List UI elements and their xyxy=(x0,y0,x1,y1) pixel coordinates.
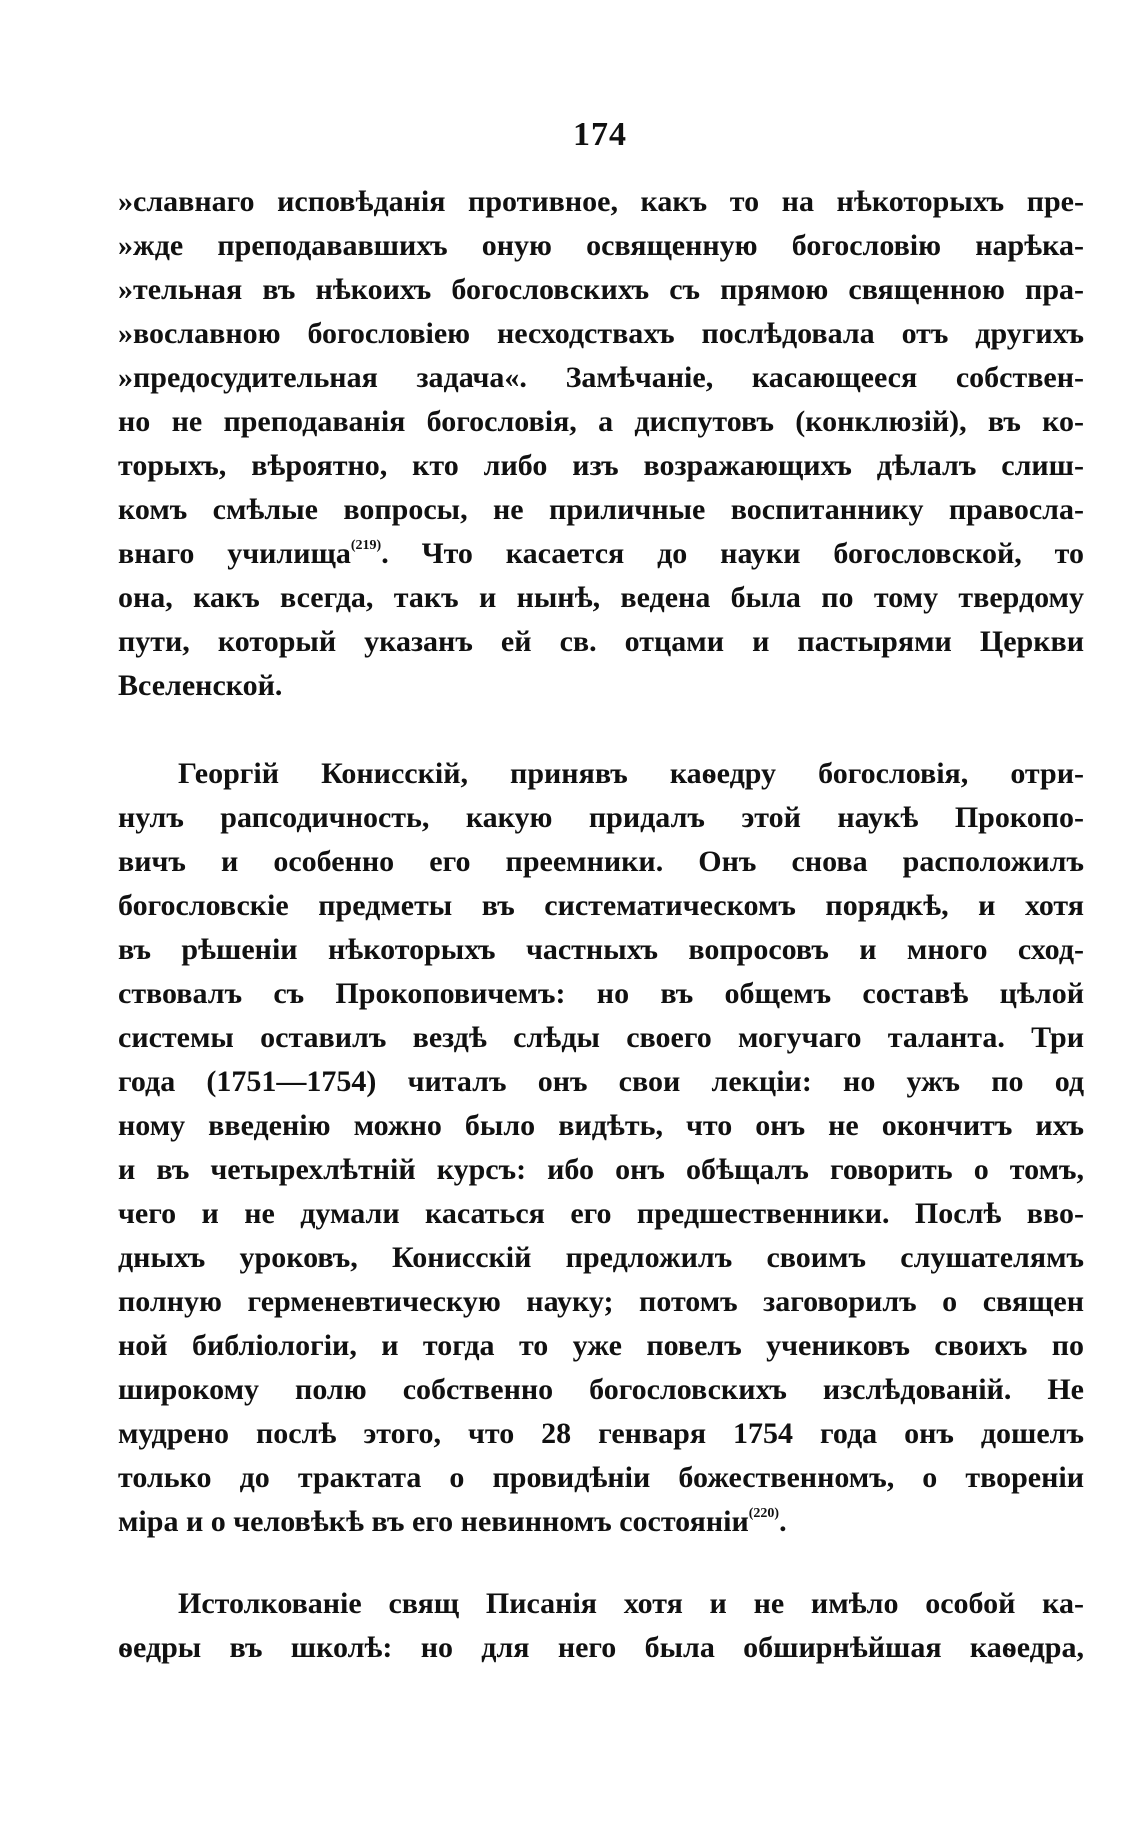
text-line-with-footnote xyxy=(118,1500,1084,1544)
footnote-mark: (219) xyxy=(350,538,382,553)
text-line: чего и не думали касаться его предшественники. Послѣ вво- xyxy=(118,1197,1084,1230)
text-line: »тельная въ нѣкоихъ богословскихъ съ прямою священною пра- xyxy=(118,273,1084,306)
paragraph-3 xyxy=(118,1582,1084,1670)
text-fragment: міра и о человѣкѣ въ его невинномъ состояніи xyxy=(118,1505,749,1538)
text-line: »жде преподававшихъ оную освященную богословію нарѣка- xyxy=(118,229,1084,262)
text-line: широкому полю собственно богословскихъ изслѣдованій. Не xyxy=(118,1373,1084,1406)
text-line: торыхъ, вѣроятно, кто либо изъ возражающихъ дѣлалъ слиш- xyxy=(118,449,1084,482)
text-line: мудрено послѣ этого, что 28 генваря 1754 года онъ дошелъ xyxy=(118,1417,1084,1450)
page-number: 174 xyxy=(573,116,627,153)
text-line: ной библіологіи, и тогда то уже повелъ учениковъ своихъ по xyxy=(118,1329,1084,1362)
text-line: Истолкованіе свящ Писанія хотя и не имѣло особой ка- xyxy=(178,1587,1084,1620)
footnote-mark: (220) xyxy=(748,1506,780,1521)
text-line: въ рѣшеніи нѣкоторыхъ частныхъ вопросовъ и много сход- xyxy=(118,933,1084,966)
text-line: »вославною богословіею несходствахъ послѣдовала отъ другихъ xyxy=(118,317,1084,350)
text-line: пути, который указанъ ей св. отцами и пастырями Церкви xyxy=(118,625,1084,658)
text-line: Вселенской. xyxy=(118,669,283,702)
text-line: ствовалъ съ Прокоповичемъ: но въ общемъ составѣ цѣлой xyxy=(118,977,1084,1010)
text-line: но не преподаванія богословія, а диспутовъ (конклюзій), въ ко- xyxy=(118,405,1084,438)
text-line: »славнаго исповѣданія противное, какъ то на нѣкоторыхъ пре- xyxy=(118,185,1084,218)
text-line: Георгій Конисскій, принявъ каѳедру богословія, отри- xyxy=(178,757,1084,790)
text-line: полную герменевтическую науку; потомъ заговорилъ о священ xyxy=(118,1285,1084,1318)
text-line: комъ смѣлые вопросы, не приличные воспитаннику правосла- xyxy=(118,493,1084,526)
text-line: »предосудительная задача«. Замѣчаніе, касающееся собствен- xyxy=(118,361,1084,394)
text-line: богословскіе предметы въ систематическомъ порядкѣ, и хотя xyxy=(118,889,1084,922)
text-line-with-footnote xyxy=(118,532,1084,576)
text-line: нулъ рапсодичность, какую придалъ этой наукѣ Прокопо- xyxy=(118,801,1084,834)
text-line: ному введенію можно было видѣть, что онъ не окончитъ ихъ xyxy=(118,1109,1084,1142)
text-line: системы оставилъ вездѣ слѣды своего могучаго таланта. Три xyxy=(118,1021,1084,1054)
paragraph-1 xyxy=(118,180,1084,708)
text-fragment: . Что касается до науки богословской, то xyxy=(381,537,1084,570)
text-line: и въ четырехлѣтній курсъ: ибо онъ обѣщалъ говорить о томъ, xyxy=(118,1153,1084,1186)
text-line: только до трактата о провидѣніи божественномъ, о твореніи xyxy=(118,1461,1084,1494)
text-line: ѳедры въ школѣ: но для него была обширнѣйшая каѳедра, xyxy=(118,1631,1084,1664)
paragraph-2 xyxy=(118,752,1084,1544)
text-line: вичъ и особенно его преемники. Онъ снова расположилъ xyxy=(118,845,1084,878)
text-fragment: . xyxy=(779,1505,787,1538)
text-line: года (1751—1754) читалъ онъ свои лекціи: но ужъ по од xyxy=(118,1065,1084,1098)
text-fragment: внаго училища xyxy=(118,537,351,570)
text-line: она, какъ всегда, такъ и нынѣ, ведена была по тому твердому xyxy=(118,581,1084,614)
text-line: дныхъ уроковъ, Конисскій предложилъ своимъ слушателямъ xyxy=(118,1241,1084,1274)
